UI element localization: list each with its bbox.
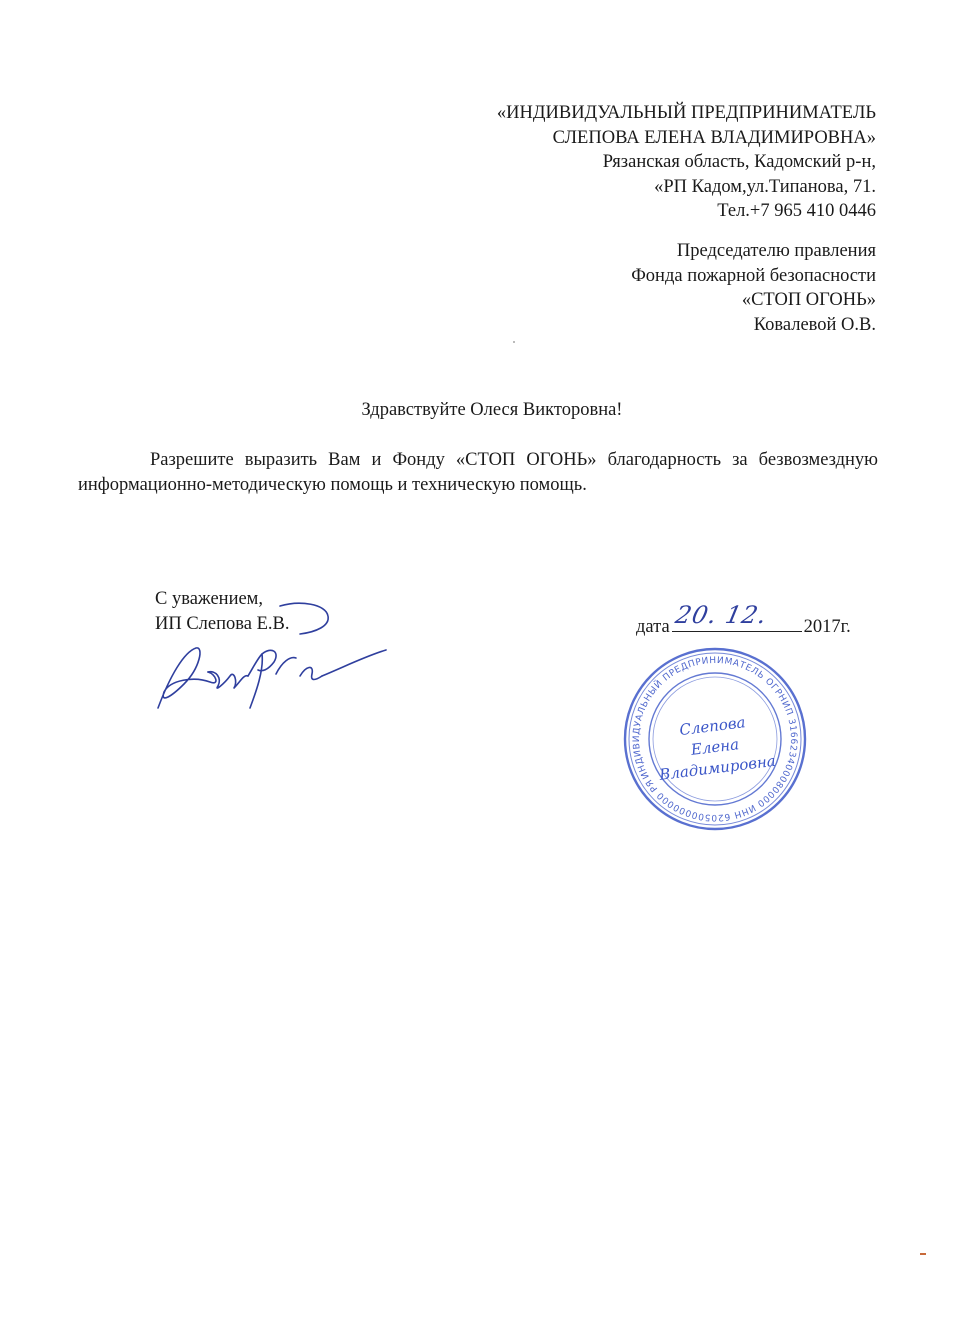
addressee-line-4: Ковалевой О.В.	[753, 314, 876, 335]
addressee-line-1: Председателю правления	[676, 241, 876, 261]
greeting: Здравствуйте Олеся Викторовна!	[361, 400, 623, 420]
date-year: 2017г.	[803, 617, 851, 637]
sender-line-3: Рязанская область, Кадомский р-н,	[602, 152, 876, 173]
date-line	[636, 601, 851, 638]
seal-name-line-3: Владимировна	[658, 751, 777, 784]
date-handwritten: 20. 12.	[672, 601, 770, 629]
body-line-2: информационно-методическую помощь и техническую помощь.	[78, 474, 587, 495]
addressee-line-2: Фонда пожарной безопасности	[631, 265, 876, 286]
sender-line-1: «ИНДИВИДУАЛЬНЫЙ ПРЕДПРИНИМАТЕЛЬ	[496, 103, 876, 123]
date-label: дата	[636, 617, 670, 637]
sender-line-4: «РП Кадом,ул.Типанова, 71.	[654, 176, 876, 197]
scan-mark	[920, 1253, 926, 1255]
seal-name-line-1: Слепова	[678, 713, 747, 740]
sender-block	[497, 101, 876, 224]
company-seal-stamp	[622, 646, 808, 832]
addressee-block	[631, 239, 876, 337]
body-line-1: Разрешите выразить Вам и Фонду «СТОП ОГОНЬ» благодарность за безвозмездную	[150, 450, 878, 470]
seal-name-line-2: Елена	[689, 735, 740, 759]
addressee-line-3: «СТОП ОГОНЬ»	[741, 290, 876, 311]
sender-line-2: СЛЕПОВА ЕЛЕНА ВЛАДИМИРОВНА»	[552, 127, 876, 148]
handwritten-signature	[150, 596, 390, 716]
sender-line-5: Тел.+7 965 410 0446	[717, 201, 876, 222]
closing-line-1: С уважением,	[155, 589, 264, 609]
seal-outer-text: ИНДИВИДУАЛЬНЫЙ ПРЕДПРИНИМАТЕЛЬ ОГРНИП 316623400080000 ИНН 620500000000 РЯЗАНСКАЯ	[631, 655, 799, 823]
letter-body	[78, 448, 878, 497]
date-field	[672, 601, 802, 632]
closing-line-2: ИП Слепова Е.В.	[155, 613, 290, 634]
scan-speck	[513, 341, 515, 343]
